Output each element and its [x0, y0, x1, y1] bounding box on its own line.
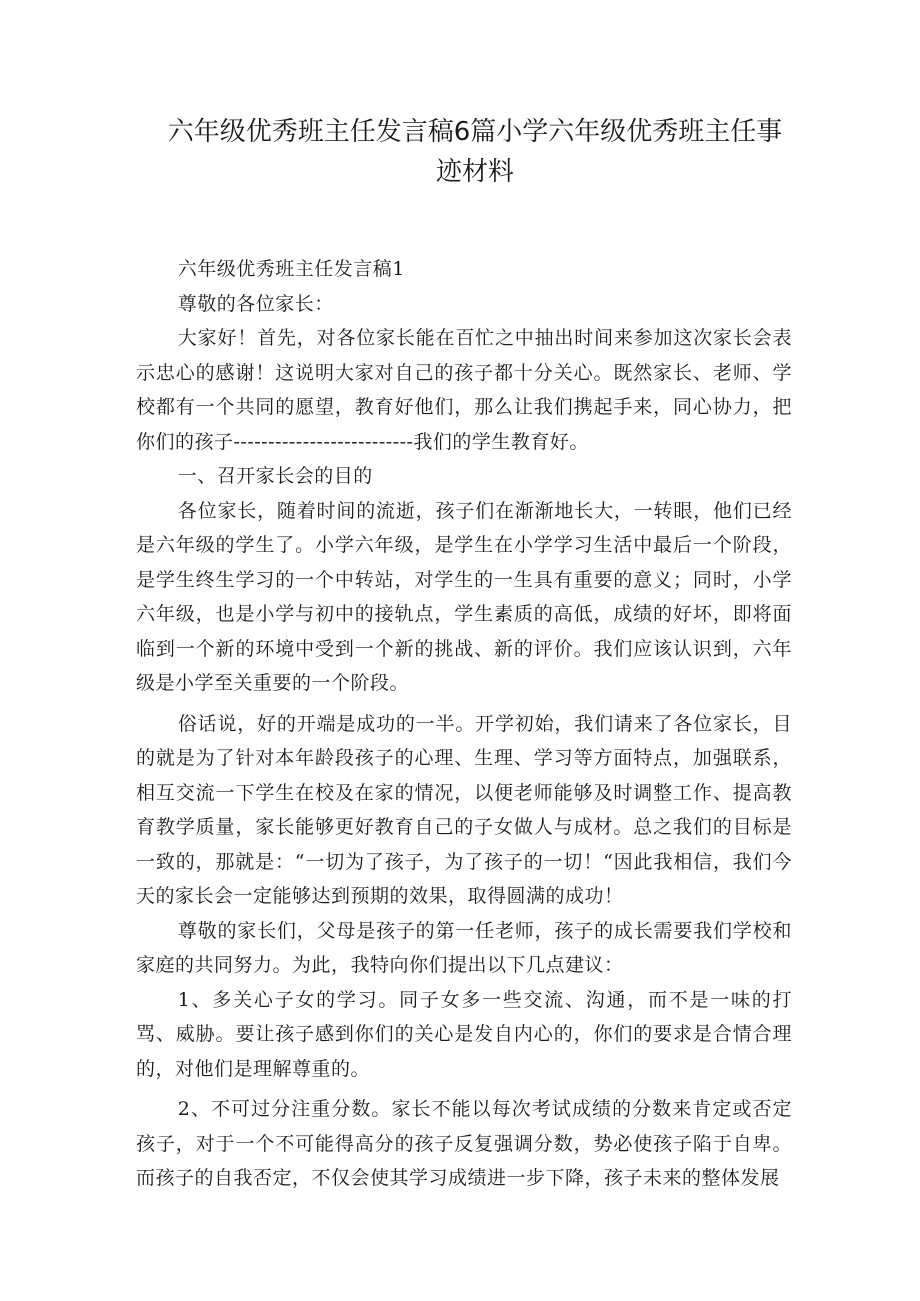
subheading: 一、召开家长会的目的 — [177, 465, 373, 487]
document-body — [136, 252, 792, 1196]
section-heading: 六年级优秀班主任发言稿1 — [177, 258, 405, 280]
paragraph: 大家好！首先，对各位家长能在百忙之中抽出时间来参加这次家长会表示忠心的感谢！这说明大家对自己的孩子都十分关心。既然家长、老师、学校都有一个共同的愿望，教育好他们，那么让我们携起手来，同心协力，把你们的孩子--------------------------我们的学生教育好。 — [136, 327, 792, 453]
list-item: 1、多关心子女的学习。同子女多一些交流、沟通，而不是一味的打骂、威胁。要让孩子感到你们的关心是发自内心的，你们的要求是合情合理的，对他们是理解尊重的。 — [136, 988, 792, 1080]
list-item: 2、不可过分注重分数。家长不能以每次考试成绩的分数来肯定或否定孩子，对于一个不可能得高分的孩子反复强调分数，势必使孩子陷于自卑。而孩子的自我否定，不仅会使其学习成绩进一步下降，孩子未来的整体发展 — [136, 1098, 792, 1189]
paragraph: 俗话说，好的开端是成功的一半。开学初始，我们请来了各位家长，目的就是为了针对本年龄段孩子的心理、生理、学习等方面特点，加强联系，相互交流一下学生在校及在家的情况，以便老师能够及时调整工作、提高教育教学质量，家长能够更好教育自己的子女做人与成材。总之我们的目标是一致的，那就是：“一切为了孩子，为了孩子的一切！“因此我相信，我们今天的家长会一定能够达到预期的效果，取得圆满的成功！ — [136, 712, 792, 907]
paragraph: 尊敬的家长们，父母是孩子的第一任老师，孩子的成长需要我们学校和家庭的共同努力。为此，我特向你们提出以下几点建议： — [136, 919, 792, 976]
salutation: 尊敬的各位家长： — [177, 292, 334, 315]
paragraph: 各位家长，随着时间的流逝，孩子们在渐渐地长大，一转眼，他们已经是六年级的学生了。小学六年级，是学生在小学学习生活中最后一个阶段，是学生终生学习的一个中转站，对学生的一生具有重要的意义；同时，小学六年级，也是小学与初中的接轨点，学生素质的高低，成绩的好坏，即将面临到一个新的环境中受到一个新的挑战、新的评价。我们应该认识到，六年级是小学至关重要的一个阶段。 — [136, 499, 792, 694]
document-title: 六年级优秀班主任发言稿6篇小学六年级优秀班主任事迹材料 — [167, 117, 783, 187]
